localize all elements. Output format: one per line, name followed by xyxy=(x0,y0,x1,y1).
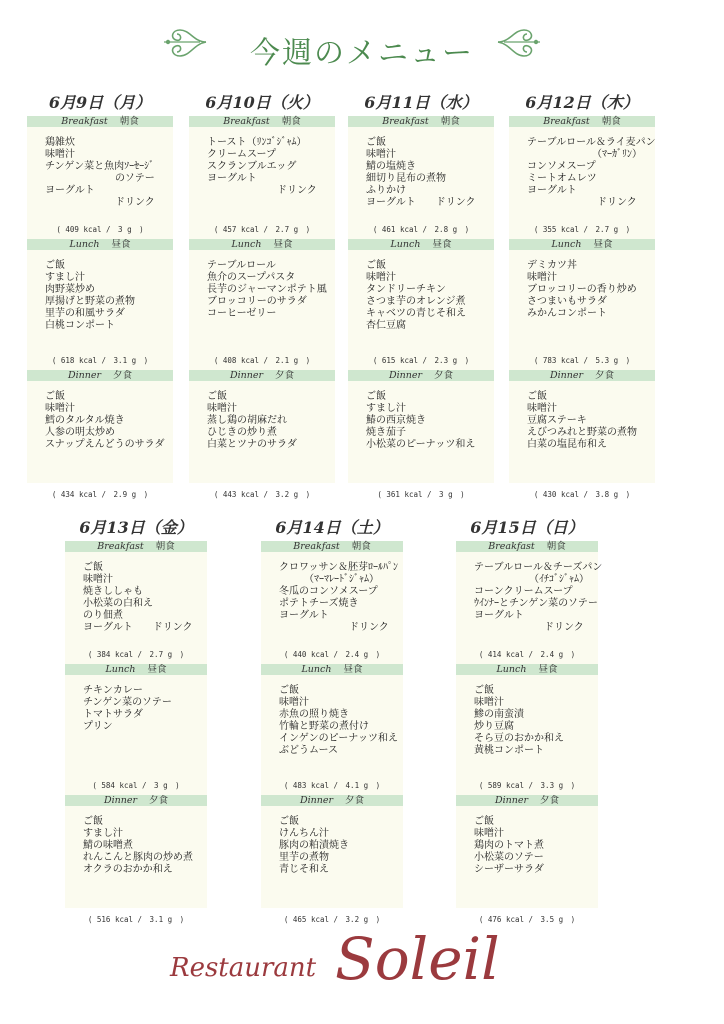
dinner-header xyxy=(65,795,207,806)
menu-item: 杏仁豆腐 xyxy=(366,320,406,331)
dinner-label-jp: 夕食 xyxy=(540,795,560,806)
breakfast-label-en: Breakfast xyxy=(97,541,144,552)
breakfast-label-jp: 朝食 xyxy=(119,116,139,127)
dinner-items xyxy=(261,806,403,876)
lunch-section xyxy=(509,250,655,370)
lunch-header xyxy=(65,664,207,675)
menu-item: けんちん汁 xyxy=(279,828,329,839)
menu-item: 魚介のスープパスタ xyxy=(207,272,296,283)
menu-item: ドリンク xyxy=(45,197,155,208)
breakfast-label-jp: 朝食 xyxy=(155,541,175,552)
menu-item: 蒸し鶏の胡麻だれ xyxy=(207,415,287,426)
breakfast-section xyxy=(65,552,207,664)
menu-item: ポテトチーズ焼き xyxy=(279,598,359,609)
lunch-section xyxy=(65,675,207,795)
dinner-label-jp: 夕食 xyxy=(434,370,454,381)
lunch-label-en: Lunch xyxy=(301,664,332,675)
logo-word-soleil: Soleil xyxy=(335,925,500,993)
menu-item: 黄桃コンポート xyxy=(474,745,544,756)
menu-item: インゲンのピーナッツ和え xyxy=(279,733,398,744)
menu-item: ブロッコリーのサラダ xyxy=(207,296,307,307)
dinner-items xyxy=(348,381,494,451)
dinner-section xyxy=(509,381,655,483)
menu-item: （ﾏｰﾏﾚｰﾄﾞｼﾞｬﾑ） xyxy=(279,574,379,585)
dinner-label-en: Dinner xyxy=(299,795,334,806)
menu-item: 長芋のジャーマンポテト風 xyxy=(207,284,327,295)
menu-item: ぶどうムース xyxy=(279,745,338,756)
dinner-nutrition: ( 443 kcal / 3.2 g ) xyxy=(213,490,311,499)
lunch-label-en: Lunch xyxy=(231,239,262,250)
menu-item: 味噌汁 xyxy=(207,403,237,414)
dinner-nutrition: ( 516 kcal / 3.1 g ) xyxy=(87,915,185,924)
lunch-nutrition: ( 783 kcal / 5.3 g ) xyxy=(533,356,631,365)
menu-item: 炒り豆腐 xyxy=(474,721,514,732)
menu-item: チンゲン菜と魚肉ｿｰｾｰｼﾞ xyxy=(45,161,155,172)
dinner-header xyxy=(456,795,598,806)
menu-item: （ｲﾁｺﾞｼﾞｬﾑ） xyxy=(474,574,589,585)
lunch-items xyxy=(27,250,173,332)
menu-item: 豆腐ステーキ xyxy=(527,415,587,426)
menu-item: テーブルロール＆チーズパン xyxy=(474,562,603,573)
breakfast-section xyxy=(27,127,173,239)
day-column xyxy=(27,90,173,500)
menu-item: プリン xyxy=(83,721,113,732)
menu-item: 鯖の味噌煮 xyxy=(83,840,133,851)
dinner-nutrition: ( 430 kcal / 3.8 g ) xyxy=(533,490,631,499)
menu-item: 焼きししゃも xyxy=(83,586,143,597)
menu-item: 鱈のタルタル焼き xyxy=(45,415,125,426)
dinner-nutrition: ( 361 kcal / 3 g ) xyxy=(377,490,465,499)
dinner-items xyxy=(189,381,335,451)
dinner-items xyxy=(509,381,655,451)
dinner-label-en: Dinner xyxy=(549,370,584,381)
menu-item: ご飯 xyxy=(83,816,103,827)
menu-item: 人参の明太炒め xyxy=(45,427,115,438)
menu-item: 鶏肉のトマト煮 xyxy=(474,840,544,851)
day-date: 6月11日（水） xyxy=(364,93,478,112)
menu-item: クロワッサン＆胚芽ﾛｰﾙﾊﾟﾝ xyxy=(279,562,398,573)
menu-item: 焼き茄子 xyxy=(366,427,406,438)
menu-item: 味噌汁 xyxy=(45,403,75,414)
dinner-header xyxy=(261,795,403,806)
menu-item: ご飯 xyxy=(366,391,386,402)
menu-item: れんこんと豚肉の炒め煮 xyxy=(83,852,193,863)
menu-item: 味噌汁 xyxy=(366,149,396,160)
lunch-section xyxy=(27,250,173,370)
menu-item: クリームスープ xyxy=(207,149,276,160)
dinner-label-en: Dinner xyxy=(229,370,264,381)
lunch-header xyxy=(189,239,335,250)
breakfast-label-jp: 朝食 xyxy=(351,541,371,552)
breakfast-label-jp: 朝食 xyxy=(546,541,566,552)
menu-item: ご飯 xyxy=(474,816,494,827)
lunch-header xyxy=(27,239,173,250)
menu-item: 鯵の南蛮漬 xyxy=(474,709,524,720)
breakfast-label-jp: 朝食 xyxy=(440,116,460,127)
dinner-label-jp: 夕食 xyxy=(113,370,133,381)
menu-item: ご飯 xyxy=(279,685,299,696)
menu-item: コーヒーゼリー xyxy=(207,308,277,319)
breakfast-items xyxy=(509,127,655,209)
menu-item: チンゲン菜のソテー xyxy=(83,697,172,708)
menu-item: ヨーグルト xyxy=(279,610,329,621)
breakfast-nutrition: ( 457 kcal / 2.7 g ) xyxy=(213,225,311,234)
day-column xyxy=(65,515,207,925)
menu-item: トースト（ﾘﾝｺﾞｼﾞｬﾑ） xyxy=(207,137,307,148)
page-title: 今週のメニュー xyxy=(250,36,474,71)
lunch-label-en: Lunch xyxy=(105,664,136,675)
menu-item: 肉野菜炒め xyxy=(45,284,95,295)
breakfast-label-en: Breakfast xyxy=(293,541,340,552)
lunch-label-en: Lunch xyxy=(390,239,421,250)
menu-item: 小松菜のソテー xyxy=(474,852,544,863)
breakfast-label-en: Breakfast xyxy=(61,116,108,127)
menu-item: ｳｲﾝﾅｰとチンゲン菜のソテー xyxy=(474,598,598,609)
breakfast-items xyxy=(65,552,207,634)
lunch-section xyxy=(348,250,494,370)
lunch-items xyxy=(65,675,207,733)
menu-item: ご飯 xyxy=(366,260,386,271)
menu-item: 味噌汁 xyxy=(474,697,504,708)
menu-item: 味噌汁 xyxy=(474,828,504,839)
day-date: 6月13日（金） xyxy=(79,518,193,537)
lunch-section xyxy=(456,675,598,795)
dinner-label-en: Dinner xyxy=(388,370,423,381)
restaurant-logo xyxy=(0,925,724,1005)
lunch-label-jp: 昼食 xyxy=(538,664,558,675)
menu-item: 鯖の塩焼き xyxy=(366,161,416,172)
breakfast-section xyxy=(456,552,603,664)
day-column xyxy=(509,90,655,500)
menu-item: すまし汁 xyxy=(366,403,406,414)
breakfast-header xyxy=(27,116,173,127)
menu-item: 味噌汁 xyxy=(45,149,75,160)
menu-item: スクランブルエッグ xyxy=(207,161,297,172)
dinner-label-en: Dinner xyxy=(67,370,102,381)
menu-item: ふりかけ xyxy=(366,185,406,196)
dinner-section xyxy=(456,806,598,908)
menu-item: すまし汁 xyxy=(83,828,123,839)
dinner-label-jp: 夕食 xyxy=(149,795,169,806)
day-column xyxy=(261,515,403,925)
day-date: 6月12日（木） xyxy=(525,93,639,112)
menu-item: ドリンク xyxy=(207,185,317,196)
menu-item: 小松菜の白和え xyxy=(83,598,153,609)
lunch-nutrition: ( 615 kcal / 2.3 g ) xyxy=(372,356,470,365)
menu-item: ドリンク xyxy=(474,622,584,633)
menu-item: 里芋の煮物 xyxy=(279,852,329,863)
dinner-nutrition: ( 476 kcal / 3.5 g ) xyxy=(478,915,576,924)
day-date: 6月15日（日） xyxy=(470,518,584,537)
menu-item: オクラのおかか和え xyxy=(83,864,173,875)
day-date: 6月10日（火） xyxy=(205,93,319,112)
day-date: 6月14日（土） xyxy=(275,518,389,537)
menu-item: チキンカレー xyxy=(83,685,143,696)
lunch-header xyxy=(261,664,403,675)
menu-item: 小松菜のピーナッツ和え xyxy=(366,439,476,450)
menu-item: シーザーサラダ xyxy=(474,864,544,875)
menu-item: 竹輪と野菜の煮付け xyxy=(279,721,369,732)
lunch-header xyxy=(509,239,655,250)
lunch-items xyxy=(509,250,655,320)
menu-item: テーブルロール xyxy=(207,260,276,271)
menu-item: コーンクリームスープ xyxy=(474,586,573,597)
breakfast-label-en: Breakfast xyxy=(223,116,270,127)
dinner-nutrition: ( 434 kcal / 2.9 g ) xyxy=(51,490,149,499)
menu-item: 白菜とツナのサラダ xyxy=(207,439,297,450)
menu-item: 味噌汁 xyxy=(527,403,557,414)
menu-item: 白桃コンポート xyxy=(45,320,115,331)
breakfast-items xyxy=(456,552,603,634)
breakfast-label-jp: 朝食 xyxy=(281,116,301,127)
breakfast-items xyxy=(189,127,335,197)
menu-item: ご飯 xyxy=(83,562,103,573)
lunch-section xyxy=(261,675,403,795)
menu-item: ヨーグルト xyxy=(207,173,257,184)
breakfast-label-en: Breakfast xyxy=(543,116,590,127)
dinner-section xyxy=(65,806,207,908)
menu-item: ヨーグルト xyxy=(527,185,577,196)
breakfast-label-en: Breakfast xyxy=(488,541,535,552)
menu-item: ヨーグルト ドリンク xyxy=(83,622,193,633)
lunch-label-jp: 昼食 xyxy=(593,239,613,250)
day-column xyxy=(456,515,603,925)
menu-item: ご飯 xyxy=(45,391,65,402)
menu-item: ドリンク xyxy=(527,197,637,208)
menu-item: のソテー xyxy=(45,173,155,184)
menu-item: ご飯 xyxy=(366,137,386,148)
lunch-nutrition: ( 618 kcal / 3.1 g ) xyxy=(51,356,149,365)
dinner-label-jp: 夕食 xyxy=(345,795,365,806)
breakfast-header xyxy=(65,541,207,552)
menu-item: ブロッコリーの香り炒め xyxy=(527,284,637,295)
menu-item: トマトサラダ xyxy=(83,709,143,720)
day-column xyxy=(189,90,335,500)
menu-item: 鶏雑炊 xyxy=(45,137,75,148)
dinner-items xyxy=(65,806,207,876)
lunch-label-en: Lunch xyxy=(551,239,582,250)
menu-item: デミカツ丼 xyxy=(527,260,577,271)
menu-item: ドリンク xyxy=(279,622,389,633)
lunch-nutrition: ( 408 kcal / 2.1 g ) xyxy=(213,356,311,365)
dinner-section xyxy=(27,381,173,483)
menu-item: 里芋の和風サラダ xyxy=(45,308,125,319)
lunch-label-jp: 昼食 xyxy=(432,239,452,250)
menu-item: 厚揚げと野菜の煮物 xyxy=(45,296,135,307)
menu-item: テーブルロール＆ライ麦パン xyxy=(527,137,656,148)
lunch-label-jp: 昼食 xyxy=(273,239,293,250)
dinner-section xyxy=(348,381,494,483)
breakfast-header xyxy=(261,541,403,552)
menu-item: 赤魚の照り焼き xyxy=(279,709,349,720)
menu-item: ヨーグルト xyxy=(45,185,95,196)
menu-item: ミートオムレツ xyxy=(527,173,597,184)
dinner-label-jp: 夕食 xyxy=(275,370,295,381)
dinner-header xyxy=(27,370,173,381)
menu-item: ご飯 xyxy=(527,391,547,402)
day-column xyxy=(348,90,494,500)
breakfast-items xyxy=(27,127,173,209)
lunch-items xyxy=(456,675,598,757)
menu-item: 白菜の塩昆布和え xyxy=(527,439,607,450)
menu-item: 細切り昆布の煮物 xyxy=(366,173,446,184)
breakfast-header xyxy=(456,541,598,552)
dinner-items xyxy=(27,381,173,451)
lunch-label-jp: 昼食 xyxy=(111,239,131,250)
flourish-right-icon xyxy=(492,22,544,62)
dinner-nutrition: ( 465 kcal / 3.2 g ) xyxy=(283,915,381,924)
menu-item: そら豆のおかか和え xyxy=(474,733,564,744)
breakfast-items xyxy=(348,127,494,209)
breakfast-section xyxy=(509,127,655,239)
dinner-section xyxy=(261,806,403,908)
breakfast-nutrition: ( 409 kcal / 3 g ) xyxy=(56,225,144,234)
breakfast-header xyxy=(509,116,655,127)
menu-item: ご飯 xyxy=(45,260,65,271)
menu-item: すまし汁 xyxy=(45,272,85,283)
breakfast-header xyxy=(348,116,494,127)
lunch-label-jp: 昼食 xyxy=(147,664,167,675)
lunch-items xyxy=(189,250,335,320)
menu-item: コンソメスープ xyxy=(527,161,596,172)
day-date: 6月9日（月） xyxy=(48,93,152,112)
menu-item: 味噌汁 xyxy=(83,574,113,585)
breakfast-nutrition: ( 355 kcal / 2.7 g ) xyxy=(533,225,631,234)
menu-item: ご飯 xyxy=(279,816,299,827)
dinner-label-jp: 夕食 xyxy=(595,370,615,381)
dinner-label-en: Dinner xyxy=(494,795,529,806)
menu-item: ヨーグルト ドリンク xyxy=(366,197,476,208)
breakfast-items xyxy=(261,552,403,634)
lunch-items xyxy=(348,250,494,332)
menu-item: ひじきの炒り煮 xyxy=(207,427,277,438)
breakfast-nutrition: ( 440 kcal / 2.4 g ) xyxy=(283,650,381,659)
menu-item: 味噌汁 xyxy=(527,272,557,283)
menu-item: キャベツの青じそ和え xyxy=(366,308,466,319)
dinner-header xyxy=(189,370,335,381)
menu-item: 鰆の西京焼き xyxy=(366,415,426,426)
menu-item: えびつみれと野菜の煮物 xyxy=(527,427,637,438)
menu-item: のり佃煮 xyxy=(83,610,123,621)
menu-item: ヨーグルト xyxy=(474,610,524,621)
dinner-label-en: Dinner xyxy=(103,795,138,806)
breakfast-label-en: Breakfast xyxy=(382,116,429,127)
dinner-header xyxy=(348,370,494,381)
breakfast-section xyxy=(261,552,403,664)
menu-item: ご飯 xyxy=(207,391,227,402)
menu-item: 味噌汁 xyxy=(366,272,396,283)
lunch-label-en: Lunch xyxy=(496,664,527,675)
logo-word-restaurant: Restaurant xyxy=(170,953,317,983)
breakfast-label-jp: 朝食 xyxy=(601,116,621,127)
lunch-header xyxy=(456,664,598,675)
menu-item: さつまいもサラダ xyxy=(527,296,607,307)
menu-item: タンドリーチキン xyxy=(366,284,446,295)
menu-item: みかんコンポート xyxy=(527,308,607,319)
lunch-nutrition: ( 584 kcal / 3 g ) xyxy=(92,781,180,790)
menu-item: 味噌汁 xyxy=(279,697,309,708)
dinner-items xyxy=(456,806,598,876)
menu-item: 冬瓜のコンソメスープ xyxy=(279,586,378,597)
breakfast-section xyxy=(348,127,494,239)
menu-item: さつま芋のオレンジ煮 xyxy=(366,296,466,307)
menu-item: 青じそ和え xyxy=(279,864,329,875)
lunch-nutrition: ( 483 kcal / 4.1 g ) xyxy=(283,781,381,790)
lunch-label-jp: 昼食 xyxy=(343,664,363,675)
breakfast-nutrition: ( 384 kcal / 2.7 g ) xyxy=(87,650,185,659)
breakfast-section xyxy=(189,127,335,239)
lunch-header xyxy=(348,239,494,250)
lunch-items xyxy=(261,675,403,757)
menu-item: スナップえんどうのサラダ xyxy=(45,439,165,450)
dinner-header xyxy=(509,370,655,381)
breakfast-nutrition: ( 461 kcal / 2.8 g ) xyxy=(372,225,470,234)
menu-item: ご飯 xyxy=(474,685,494,696)
breakfast-header xyxy=(189,116,335,127)
breakfast-nutrition: ( 414 kcal / 2.4 g ) xyxy=(478,650,576,659)
dinner-section xyxy=(189,381,335,483)
lunch-label-en: Lunch xyxy=(69,239,100,250)
menu-item: 豚肉の粕漬焼き xyxy=(279,840,349,851)
lunch-section xyxy=(189,250,335,370)
lunch-nutrition: ( 589 kcal / 3.3 g ) xyxy=(478,781,576,790)
menu-item: （ﾏｰｶﾞﾘﾝ） xyxy=(527,149,642,160)
